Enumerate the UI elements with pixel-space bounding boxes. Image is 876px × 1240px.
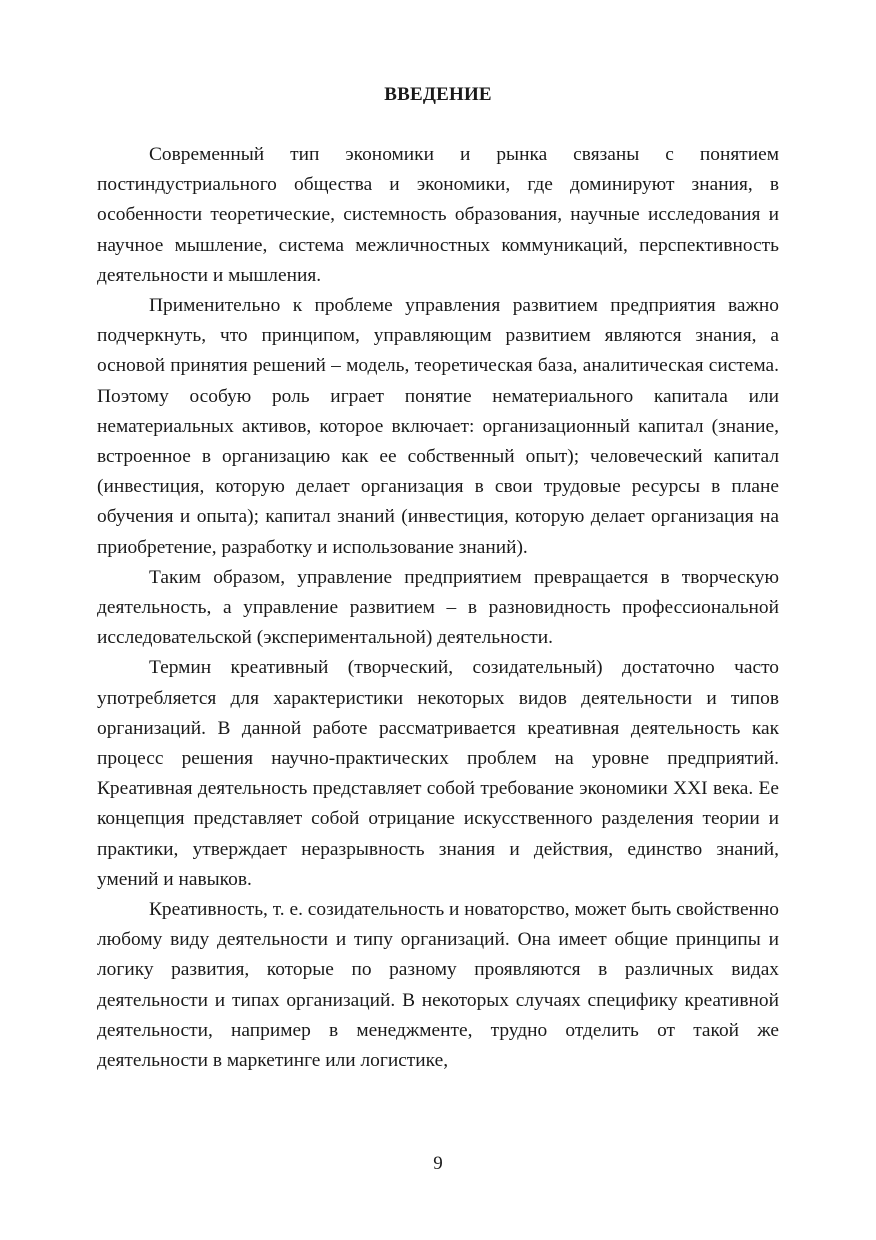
paragraph: Таким образом, управление предприятием превращается в творческую деятельность, а управление развитием – в разновидность профессиональной исследовательской (экспериментальной) деятельности. xyxy=(97,566,779,649)
page-title: ВВЕДЕНИЕ xyxy=(384,84,492,105)
body-text xyxy=(97,140,779,1076)
page-number: 9 xyxy=(433,1153,443,1174)
paragraph: Термин креативный (творческий, созидательный) достаточно часто употребляется для характеристики некоторых видов деятельности и типов организаций. В данной работе рассматривается креативная деятельность как процесс решения научно-практических проблем на уровне предприятий. Креативная деятельность представляет собой требование экономики XXI века. Ее концепция представляет собой отрицание искусственного разделения теории и практики, утверждает неразрывность знания и действия, единство знаний, умений и навыков. xyxy=(97,657,779,890)
paragraph: Современный тип экономики и рынка связаны с понятием постиндустриального общества и экономики, где доминируют знания, в особенности теоретические, системность образования, научные исследования и научное мышление, система межличностных коммуникаций, перспективность деятельности и мышления. xyxy=(97,144,779,286)
paragraph: Креативность, т. е. созидательность и новаторство, может быть свойственно любому виду деятельности и типу организаций. Она имеет общие принципы и логику развития, которые по разному проявляются в различных видах деятельности и типах организаций. В некоторых случаях специфику креативной деятельности, например в менеджменте, трудно отделить от такой же деятельности в маркетинге или логистике, xyxy=(97,899,779,1072)
document-page xyxy=(97,0,779,1240)
paragraph: Применительно к проблеме управления развитием предприятия важно подчеркнуть, что принципом, управляющим развитием являются знания, а основой принятия решений – модель, теоретическая база, аналитическая система. Поэтому особую роль играет понятие нематериального капитала или нематериальных активов, которое включает: организационный капитал (знание, встроенное в организацию как ее собственный опыт); человеческий капитал (инвестиция, которую делает организация в свои трудовые ресурсы в плане обучения и опыта); капитал знаний (инвестиция, которую делает организация на приобретение, разработку и использование знаний). xyxy=(97,295,779,558)
